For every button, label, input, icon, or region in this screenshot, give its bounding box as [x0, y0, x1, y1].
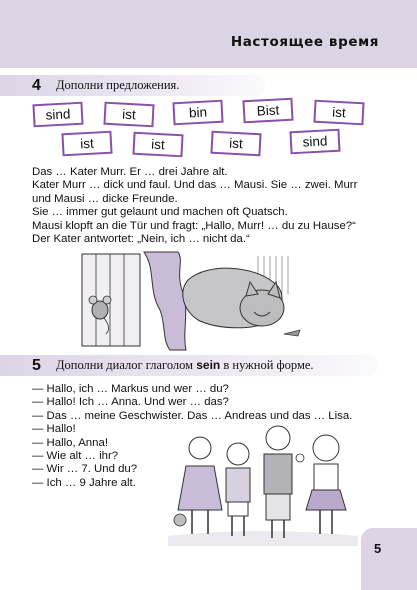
dialogue-line: — Ich … 9 Jahre alt. [32, 476, 136, 489]
text-line: Kater Murr … dick und faul. Und das … Mausi. Sie … zwei. Murr [32, 179, 358, 192]
cat-and-mouse-illustration [78, 250, 323, 355]
instruction-verb: sein [196, 358, 221, 372]
text-line: Sie … immer gut gelaunt und machen oft Quatsch. [32, 206, 288, 219]
word-card: Bist [242, 98, 293, 124]
word-card: ist [103, 102, 154, 128]
task-4-text [32, 166, 357, 246]
word-card: sind [32, 102, 83, 128]
text-line: Der Kater antwortet: „Nein, ich … nicht da.“ [32, 233, 250, 246]
dialogue-line: — Das … meine Geschwister. Das … Andreas und das … Lisa. [32, 409, 353, 422]
instruction-text: Дополни диалог глаголом [56, 358, 197, 372]
page-title: Настоящее время [230, 34, 379, 50]
page-number: 5 [374, 541, 382, 556]
word-card: ist [210, 131, 261, 157]
dialogue-line: — Hallo! [32, 423, 76, 436]
task-5-number: 5 [32, 357, 41, 374]
task-5-instruction [56, 358, 314, 373]
dialogue-line: — Hallo, ich … Markus und wer … du? [32, 383, 229, 395]
word-card: bin [172, 100, 223, 126]
task-4-number: 4 [32, 77, 41, 94]
dialogue-line: — Wir … 7. Und du? [32, 463, 138, 476]
text-line: Das … Kater Murr. Er … drei Jahre alt. [32, 166, 228, 178]
text-line: und Mausi … dicke Freunde. [32, 192, 178, 205]
word-card: ist [132, 132, 183, 158]
word-card: ist [313, 100, 364, 126]
task-4-instruction: Дополни предложения. [56, 78, 180, 92]
children-illustration [168, 418, 358, 553]
instruction-text: в нужной форме. [220, 358, 314, 372]
dialogue-line: — Hallo! Ich … Anna. Und wer … das? [32, 396, 229, 409]
text-line: Mausi klopft an die Tür und fragt: „Hallo, Murr! … du zu Hause?“ [32, 219, 356, 232]
word-card: sind [289, 129, 340, 155]
word-card: ist [61, 131, 112, 157]
dialogue-line: — Hallo, Anna! [32, 436, 108, 449]
dialogue-line: — Wie alt … ihr? [32, 450, 119, 463]
page-number-tab [361, 528, 417, 590]
